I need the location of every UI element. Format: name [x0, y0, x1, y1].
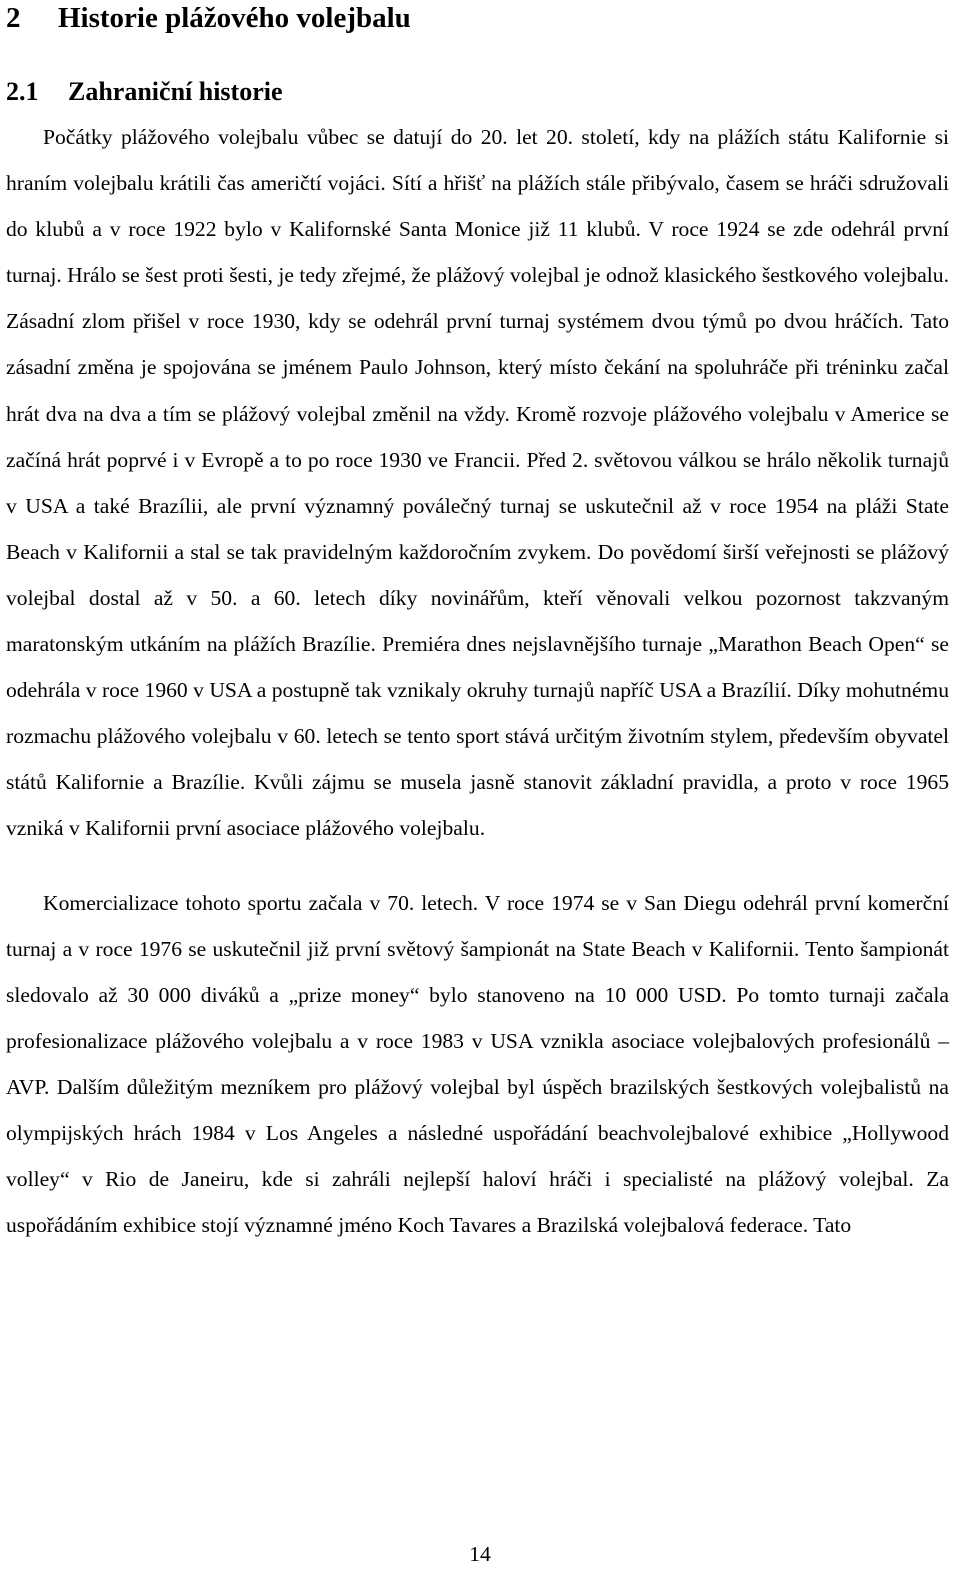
body-paragraph-2: Komercializace tohoto sportu začala v 70. letech. V roce 1974 se v San Diegu odehrál první komerční turnaj a v roce 1976 se uskutečnil již první světový šampionát na State Beach v Kalifornii. Tento šampionát sledovalo až 30 000 diváků a „prize money“ bylo stanoveno na 10 000 USD. Po tomto turnaji začala profesionalizace plážového volejbalu a v roce 1983 v USA vznikla asociace volejbalových profesionálů – AVP. Dalším důležitým mezníkem pro plážový volejbal byl úspěch brazilských šestkových volejbalistů na olympijských hrách 1984 v Los Angeles a následné uspořádání beachvolejbalové exhibice „Hollywood volley“ v Rio de Janeiru, kde si zahráli nejlepší haloví hráči i specialisté na plážový volejbal. Za uspořádáním exhibice stojí významné jméno Koch Tavares a Brazilská volejbalová federace. Tato	[6, 890, 949, 1238]
chapter-heading	[6, 0, 949, 35]
document-page	[6, 0, 949, 1248]
body-paragraph-1: Počátky plážového volejbalu vůbec se datují do 20. let 20. století, kdy na plážích státu Kalifornie si hraním volejbalu krátili čas američtí vojáci. Sítí a hřišť na plážích stále přibývalo, časem se hráči sdružovali do klubů a v roce 1922 bylo v Kalifornské Santa Monice již 11 klubů. V roce 1924 se zde odehrál první turnaj. Hrálo se šest proti šesti, je tedy zřejmé, že plážový volejbal je odnož klasického šestkového volejbalu. Zásadní zlom přišel v roce 1930, kdy se odehrál první turnaj systémem dvou týmů po dvou hráčích. Tato zásadní změna je spojována se jménem Paulo Johnson, který místo čekání na spoluhráče při tréninku začal hrát dva na dva a tím se plážový volejbal změnil na vždy. Kromě rozvoje plážového volejbalu v Americe se začíná hrát poprvé i v Evropě a to po roce 1930 ve Francii. Před 2. světovou válkou se hrálo několik turnajů v USA a také Brazílii, ale první významný poválečný turnaj se uskutečnil až v roce 1954 na pláži State Beach v Kalifornii a stal se tak pravidelným každoročním zvykem. Do povědomí širší veřejnosti se plážový volejbal dostal až v 50. a 60. letech díky novinářům, kteří věnovali velkou pozornost takzvaným maratonským utkáním na plážích Brazílie. Premiéra dnes nejslavnějšího turnaje „Marathon Beach Open“ se odehrála v roce 1960 v USA a postupně tak vznikaly okruhy turnajů napříč USA a Brazílií. Díky mohutnému rozmachu plážového volejbalu v 60. letech se tento sport stává určitým životním stylem, především obyvatel států Kalifornie a Brazílie. Kvůli zájmu se musela jasně stanovit základní pravidla, a proto v roce 1965 vzniká v Kalifornii první asociace plážového volejbalu.	[6, 125, 949, 841]
chapter-title: Historie plážového volejbalu	[58, 2, 411, 34]
page-number: 14	[469, 1542, 491, 1566]
chapter-number: 2	[6, 2, 21, 34]
section-heading	[6, 77, 949, 107]
section-number: 2.1	[6, 77, 39, 106]
section-title: Zahraniční historie	[68, 77, 283, 106]
